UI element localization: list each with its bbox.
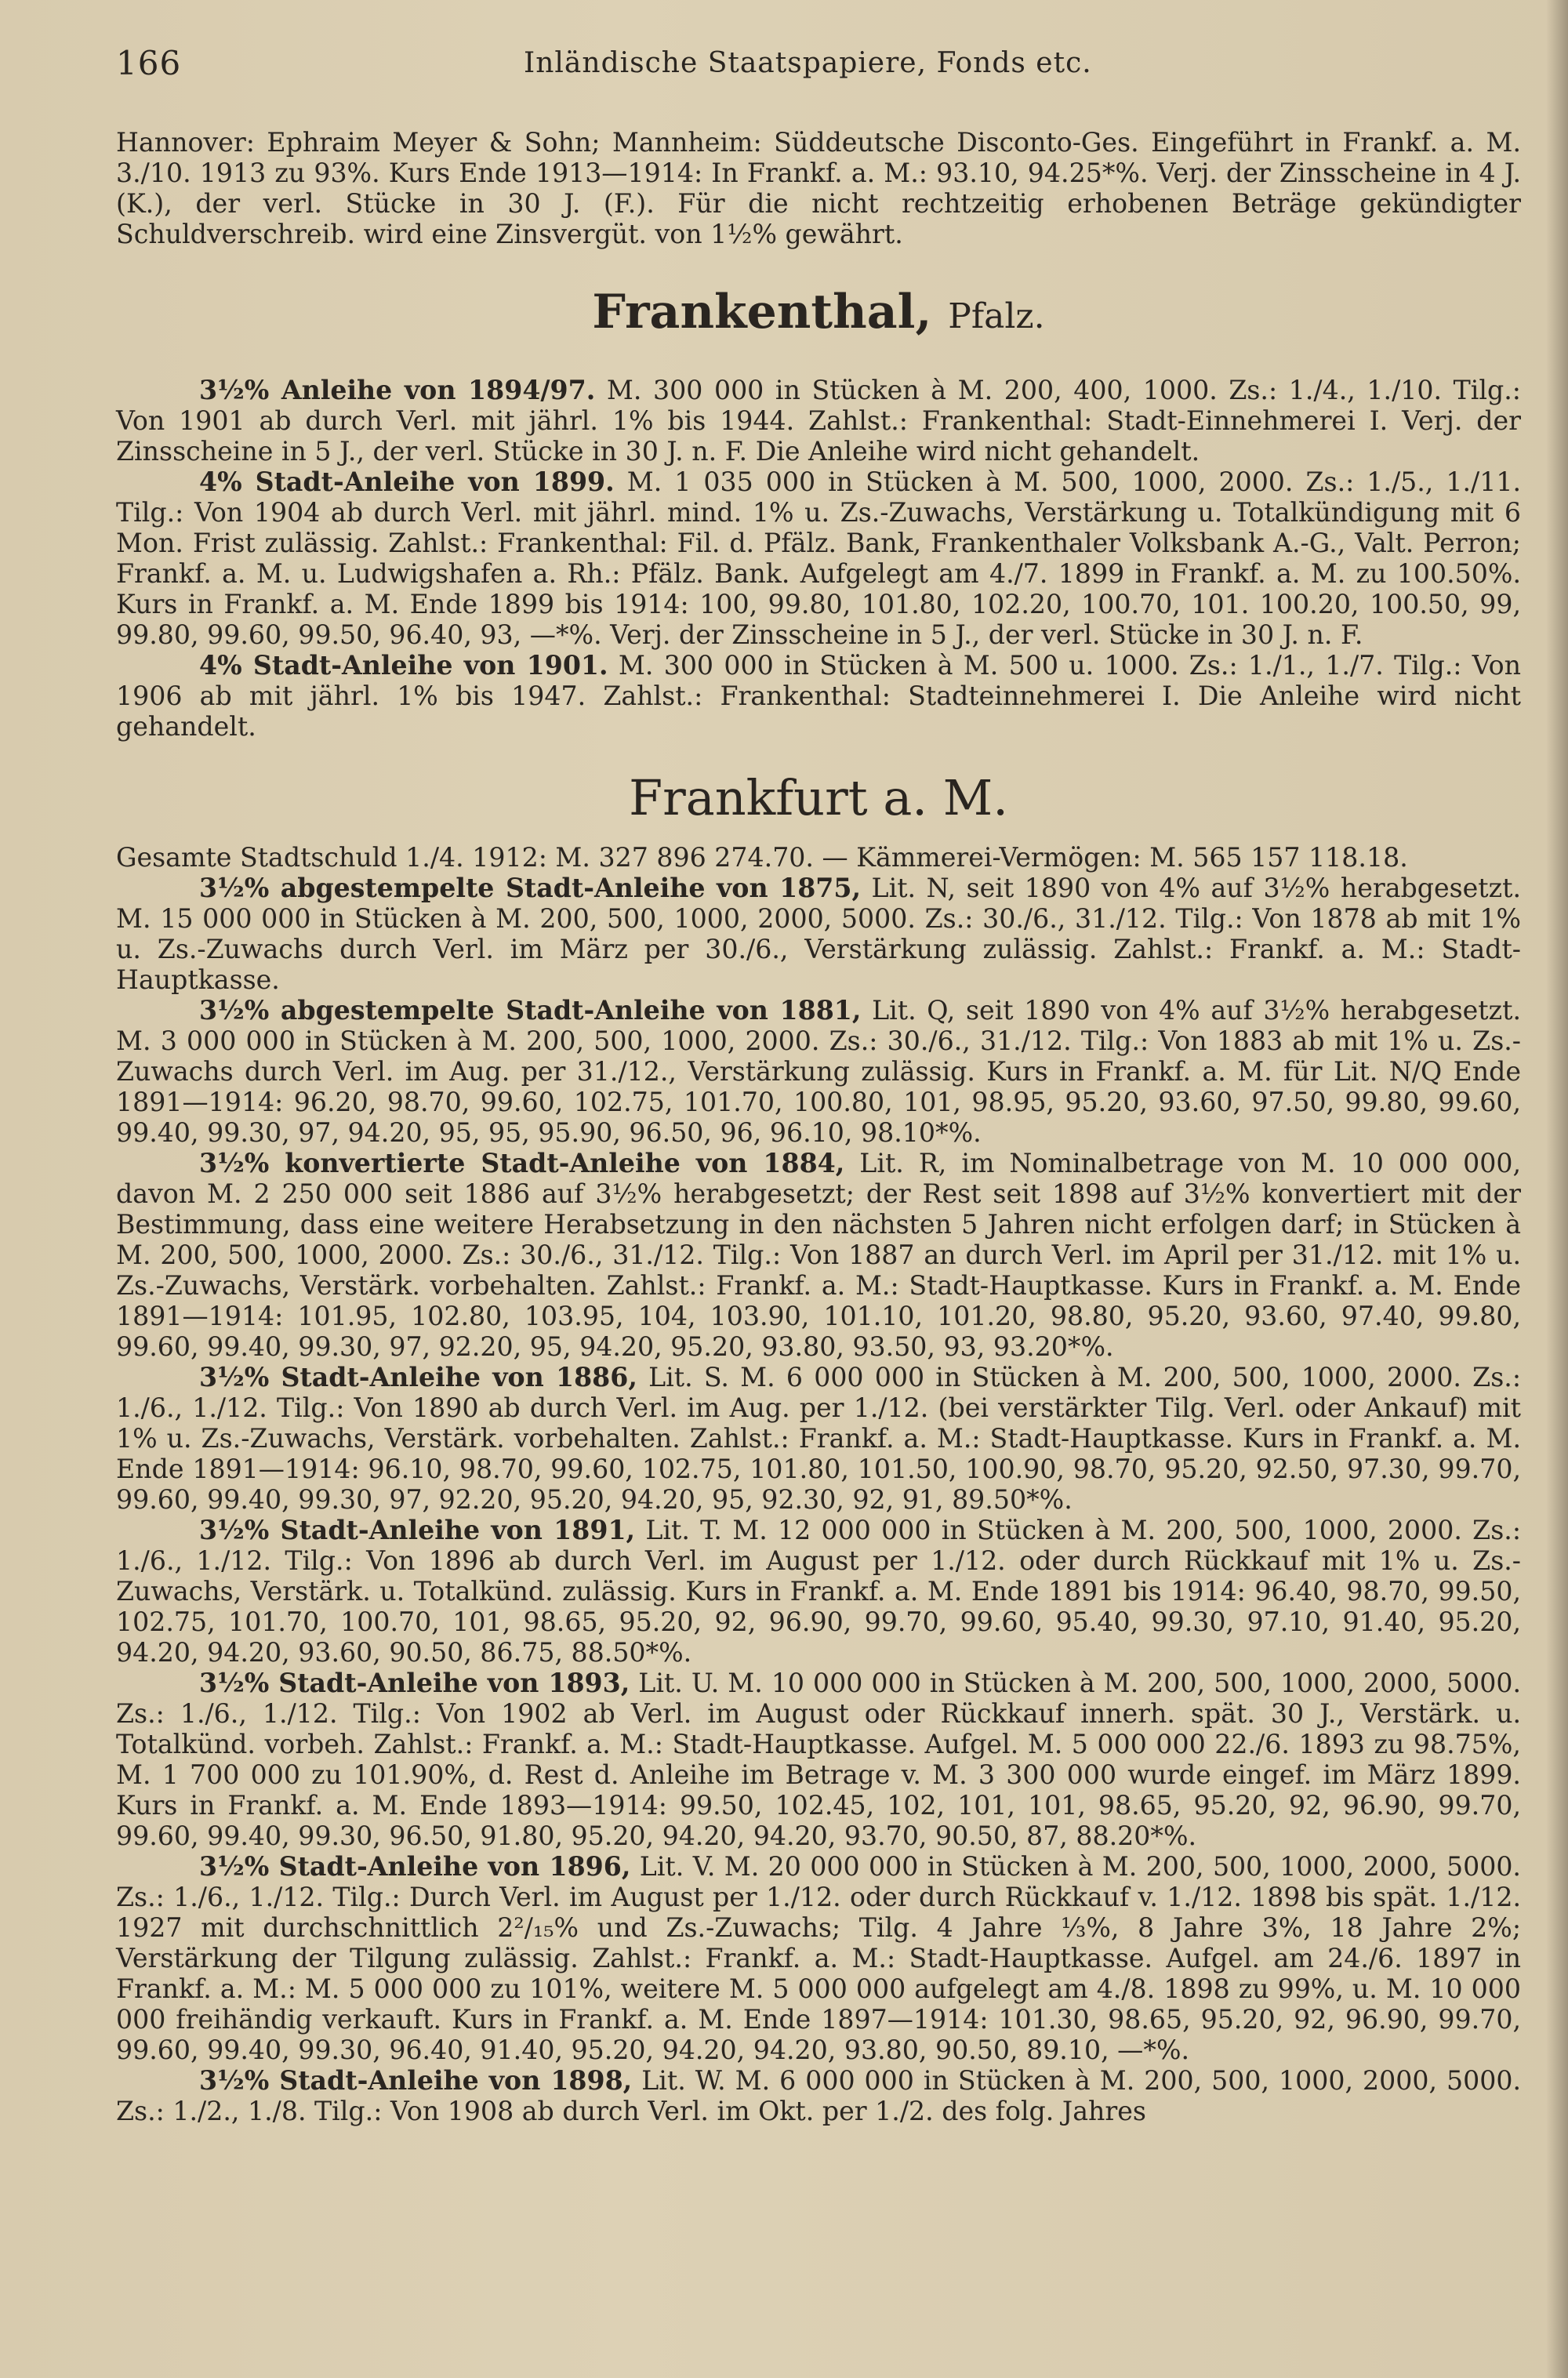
entry-text: Lit. W. M. 6 000 000 in Stücken à M. 200, 500, 1000, 2000, 5000. Zs.: 1./2., 1./8. Tilg.: Von 1908 ab durch Verl. im Okt. per 1./2. des folg. Jahres: [116, 2065, 1522, 2126]
entry-text: Lit. V. M. 20 000 000 in Stücken à M. 200, 500, 1000, 2000, 5000. Zs.: 1./6., 1./12. Tilg.: Durch Verl. im August per 1./12. oder durch Rückkauf v. 1./12. 1898 bis spät. 1./12. 1927 mit durchschnittlich 2²/₁₅% und Zs.-Zuwachs; Tilg. 4 Jahre ⅓%, 8 Jahre 3%, 18 Jahre 2%; Verstärkung der Tilgung zulässig. Zahlst.: Frankf. a. M.: Stadt-Hauptkasse. Aufgel. am 24./6. 1897 in Frankf. a. M.: M. 5 000 000 zu 101%, weitere M. 5 000 000 aufgelegt am 4./8. 1898 zu 99%, u. M. 10 000 000 freihändig verkauft. Kurs in Frankf. a. M. Ende 1897—1914: 101.30, 98.65, 95.20, 92, 96.90, 99.70, 99.60, 99.40, 99.30, 96.40, 91.40, 95.20, 94.20, 94.20, 93.80, 90.50, 89.10, —*%.: [116, 1851, 1521, 2065]
entry-frankfurt-1: [116, 873, 1521, 995]
heading-frankenthal-sub: Pfalz.: [948, 296, 1045, 336]
heading-frankenthal: Frankenthal,: [592, 285, 932, 339]
entry-title: 3½% Stadt-Anleihe von 1886,: [199, 1362, 637, 1392]
entry-frankfurt-3: [116, 1148, 1521, 1362]
entry-text: M. 300 000 in Stücken à M. 500 u. 1000. Zs.: 1./1., 1./7. Tilg.: Von 1906 ab mit jährl. 1% bis 1947. Zahlst.: Frankenthal: Stadteinnehmerei I. Die Anleihe wird nicht gehandelt.: [116, 650, 1521, 742]
entry-title: 4% Stadt-Anleihe von 1901.: [199, 650, 608, 681]
entry-title: 3½% Stadt-Anleihe von 1893,: [199, 1668, 630, 1698]
entry-title: 3½% abgestempelte Stadt-Anleihe von 1881,: [199, 995, 862, 1026]
entry-title: 3½% Stadt-Anleihe von 1896,: [199, 1851, 631, 1882]
entry-text: M. 300 000 in Stücken à M. 200, 400, 1000. Zs.: 1./4., 1./10. Tilg.: Von 1901 ab durch Verl. mit jährl. 1% bis 1944. Zahlst.: Frankenthal: Stadt-Einnehmerei I. Verj. der Zinsscheine in 5 J., der verl. Stücke in 30 J. n. F. Die Anleihe wird nicht gehandelt.: [116, 375, 1521, 467]
entry-title: 3½% Stadt-Anleihe von 1891,: [199, 1515, 636, 1545]
entry-frankfurt-2: [116, 995, 1521, 1148]
entry-frankfurt-6: [116, 1668, 1521, 1851]
section-heading-frankenthal: [116, 284, 1521, 345]
entry-text: Lit. N, seit 1890 von 4% auf 3½% herabgesetzt. M. 15 000 000 in Stücken à M. 200, 500, 1000, 2000, 5000. Zs.: 30./6., 31./12. Tilg.: Von 1878 ab mit 1% u. Zs.-Zuwachs durch Verl. im März per 30./6., Verstärkung zulässig. Zahlst.: Frankf. a. M.: Stadt-Hauptkasse.: [116, 873, 1521, 995]
page-number: 166: [116, 44, 182, 82]
running-title: Inländische Staatspapiere, Fonds etc.: [524, 47, 1092, 79]
entry-text: M. 1 035 000 in Stücken à M. 500, 1000, 2000. Zs.: 1./5., 1./11. Tilg.: Von 1904 ab durch Verl. mit jährl. mind. 1% u. Zs.-Zuwachs, Verstärkung u. Totalkündigung mit 6 Mon. Frist zulässig. Zahlst.: Frankenthal: Fil. d. Pfälz. Bank, Frankenthaler Volksbank A.-G., Valt. Perron; Frankf. a. M. u. Ludwigshafen a. Rh.: Pfälz. Bank. Aufgelegt am 4./7. 1899 in Frankf. a. M. zu 100.50%. Kurs in Frankf. a. M. Ende 1899 bis 1914: 100, 99.80, 101.80, 102.20, 100.70, 101. 100.20, 100.50, 99, 99.80, 99.60, 99.50, 96.40, 93, —*%. Verj. der Zinsscheine in 5 J., der verl. Stücke in 30 J. n. F.: [116, 467, 1521, 650]
entry-frankfurt-7: [116, 1851, 1521, 2065]
intro-paragraph: Hannover: Ephraim Meyer & Sohn; Mannheim: Süddeutsche Disconto-Ges. Eingeführt in Frankf. a. M. 3./10. 1913 zu 93%. Kurs Ende 1913—1914: In Frankf. a. M.: 93.10, 94.25*%. Verj. der Zinsscheine in 4 J. (K.), der verl. Stücke in 30 J. (F.). Für die nicht rechtzeitig erhobenen Beträge gekündigter Schuldverschreib. wird eine Zinsvergüt. von 1½% gewährt.: [116, 127, 1521, 249]
section-heading-frankfurt: [116, 770, 1521, 826]
running-head: [116, 38, 1521, 85]
entry-text: Lit. Q, seit 1890 von 4% auf 3½% herabgesetzt. M. 3 000 000 in Stücken à M. 200, 500, 1000, 2000. Zs.: 30./6., 31./12. Tilg.: Von 1883 ab mit 1% u. Zs.-Zuwachs durch Verl. im Aug. per 31./12., Verstärkung zulässig. Kurs in Frankf. a. M. für Lit. N/Q Ende 1891—1914: 96.20, 98.70, 99.60, 102.75, 101.70, 100.80, 101, 98.95, 95.20, 93.60, 97.50, 99.80, 99.60, 99.40, 99.30, 97, 94.20, 95, 95, 95.90, 96.50, 96, 96.10, 98.10*%.: [116, 995, 1522, 1148]
entry-frankenthal-3: [116, 650, 1521, 742]
entry-title: 3½% Stadt-Anleihe von 1898,: [199, 2065, 633, 2096]
entry-text: Lit. U. M. 10 000 000 in Stücken à M. 200, 500, 1000, 2000, 5000. Zs.: 1./6., 1./12. Tilg.: Von 1902 ab Verl. im August oder Rückkauf innerh. spät. 30 J., Verstärk. u. Totalkünd. vorbeh. Zahlst.: Frankf. a. M.: Stadt-Hauptkasse. Aufgel. M. 5 000 000 22./6. 1893 zu 98.75%, M. 1 700 000 zu 101.90%, d. Rest d. Anleihe im Betrage v. M. 3 300 000 wurde eingef. im März 1899. Kurs in Frankf. a. M. Ende 1893—1914: 99.50, 102.45, 102, 101, 101, 98.65, 95.20, 92, 96.90, 99.70, 99.60, 99.40, 99.30, 96.50, 91.80, 95.20, 94.20, 94.20, 93.70, 90.50, 87, 88.20*%.: [116, 1668, 1521, 1851]
entry-title: 3½% konvertierte Stadt-Anleihe von 1884,: [199, 1148, 845, 1178]
body-text: [116, 127, 1521, 2126]
heading-frankfurt: Frankfurt a. M.: [629, 769, 1008, 826]
entry-text: Lit. T. M. 12 000 000 in Stücken à M. 200, 500, 1000, 2000. Zs.: 1./6., 1./12. Tilg.: Von 1896 ab durch Verl. im August per 1./12. oder durch Rückkauf mit 1% u. Zs.-Zuwachs, Verstärk. u. Totalkünd. zulässig. Kurs in Frankf. a. M. Ende 1891 bis 1914: 96.40, 98.70, 99.50, 102.75, 101.70, 100.70, 101, 98.65, 95.20, 92, 96.90, 99.70, 99.60, 95.40, 99.30, 97.10, 91.40, 95.20, 94.20, 94.20, 93.60, 90.50, 86.75, 88.50*%.: [116, 1515, 1521, 1668]
entry-title: 4% Stadt-Anleihe von 1899.: [199, 467, 615, 497]
entry-frankenthal-2: [116, 467, 1521, 650]
entry-title: 3½% Anleihe von 1894/97.: [199, 375, 596, 405]
entry-frankenthal-1: [116, 375, 1521, 467]
entry-text: Lit. R, im Nominalbetrage von M. 10 000 000, davon M. 2 250 000 seit 1886 auf 3½% herabgesetzt; der Rest seit 1898 auf 3½% konvertiert mit der Bestimmung, dass eine weitere Herabsetzung in den nächsten 5 Jahren nicht erfolgen darf; in Stücken à M. 200, 500, 1000, 2000. Zs.: 30./6., 31./12. Tilg.: Von 1887 an durch Verl. im April per 31./12. mit 1% u. Zs.-Zuwachs, Verstärk. vorbehalten. Zahlst.: Frankf. a. M.: Stadt-Hauptkasse. Kurs in Frankf. a. M. Ende 1891—1914: 101.95, 102.80, 103.95, 104, 103.90, 101.10, 101.20, 98.80, 95.20, 93.60, 97.40, 99.80, 99.60, 99.40, 99.30, 97, 92.20, 95, 94.20, 95.20, 93.80, 93.50, 93, 93.20*%.: [116, 1148, 1521, 1362]
entry-frankfurt-8: [116, 2065, 1521, 2126]
entry-text: Lit. S. M. 6 000 000 in Stücken à M. 200, 500, 1000, 2000. Zs.: 1./6., 1./12. Tilg.: Von 1890 ab durch Verl. im Aug. per 1./12. (bei verstärkter Tilg. Verl. oder Ankauf) mit 1% u. Zs.-Zuwachs, Verstärk. vorbehalten. Zahlst.: Frankf. a. M.: Stadt-Hauptkasse. Kurs in Frankf. a. M. Ende 1891—1914: 96.10, 98.70, 99.60, 102.75, 101.80, 101.50, 100.90, 98.70, 95.20, 92.50, 97.30, 99.70, 99.60, 99.40, 99.30, 97, 92.20, 95.20, 94.20, 95, 92.30, 92, 91, 89.50*%.: [116, 1362, 1522, 1515]
debt-line: Gesamte Stadtschuld 1./4. 1912: M. 327 896 274.70. — Kämmerei-Vermögen: M. 565 157 118.18.: [116, 842, 1408, 873]
entry-frankfurt-5: [116, 1515, 1521, 1668]
entry-frankfurt-4: [116, 1362, 1521, 1515]
entry-title: 3½% abgestempelte Stadt-Anleihe von 1875,: [199, 873, 862, 903]
